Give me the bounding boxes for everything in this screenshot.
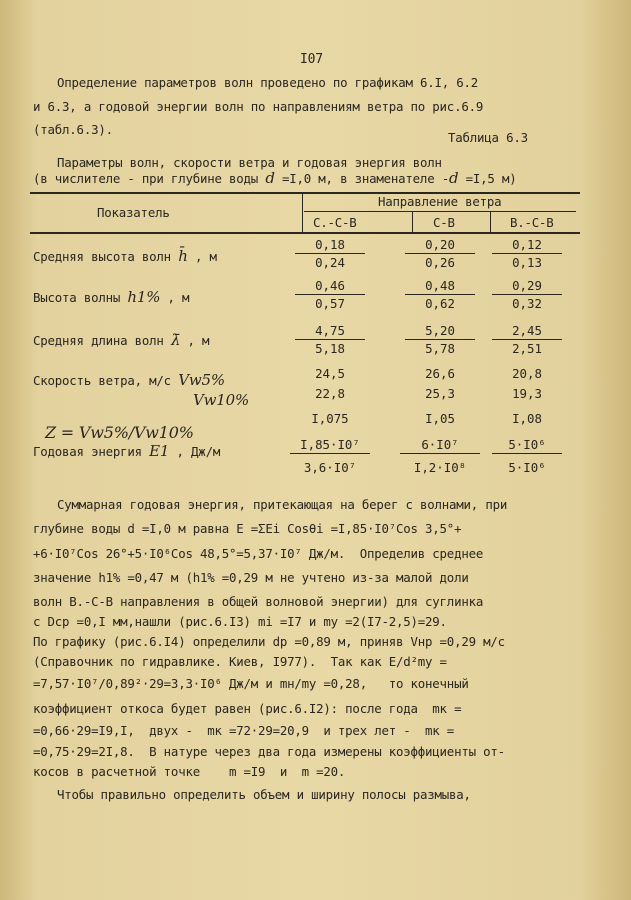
wind-v1-c3: 20,8 [512, 366, 542, 381]
wind-v2-c3: 19,3 [512, 386, 542, 401]
wind-v1-c2: 26,6 [425, 366, 455, 381]
wind-symbol-1: Vw5% [178, 371, 225, 389]
table-title-2 [33, 171, 516, 186]
body-line-1: Суммарная годовая энергия, притекающая на берег с волнами, при [57, 497, 508, 512]
row-3-symbol: λ̄ [170, 331, 181, 349]
energy-unit: , Дж/м [176, 444, 221, 459]
row-3-c2: $\frac{5,20}{5,78}$ [405, 323, 475, 356]
z-c1: I,075 [311, 411, 349, 426]
z-c2: I,05 [425, 411, 455, 426]
header-bottom-rule [30, 232, 580, 234]
table-title-2c: =I,5 м) [465, 171, 517, 186]
row-1-symbol: h̄ [178, 247, 188, 265]
row-3-text: Средняя длина волн [33, 333, 164, 348]
row-3-unit: , м [187, 333, 210, 348]
energy-text: Годовая энергия [33, 444, 142, 459]
header-col-2: С-В [433, 215, 455, 230]
row-1-c2: $\frac{0,20}{0,26}$ [405, 237, 475, 270]
body-line-7: По графику (рис.6.I4) определили dp =0,89 м, приняв Vнр =0,29 м/с [33, 634, 505, 649]
wind-symbol-2: Vw10% [193, 391, 250, 409]
row-2-text: Высота волны [33, 290, 121, 305]
row-1-unit: , м [194, 249, 217, 264]
row-2-symbol: h1% [127, 288, 161, 306]
body-line-9: =7,57·I0⁷/0,89²·29=3,3·I0⁶ Дж/м и mн/my =0,28, то конечный [33, 676, 469, 691]
z-formula: Z = Vw5%/Vw10% [45, 423, 194, 442]
header-direction: Направление ветра [378, 194, 502, 209]
header-col-3: В.-С-В [510, 215, 554, 230]
row-2-label [33, 290, 189, 305]
wind-label [33, 373, 225, 388]
row-2-c1: $\frac{0,46}{0,57}$ [295, 278, 365, 311]
body-line-2: глубине воды d =I,0 м равна E =ΣEi Cosθi =I,85·I0⁷Cos 3,5°+ [33, 521, 462, 536]
body-line-4: значение h1% =0,47 м (h1% =0,29 м не учтено из-за малой доли [33, 570, 469, 585]
page-number: I07 [300, 52, 323, 67]
header-indicator: Показатель [97, 205, 170, 220]
energy-c3: $\frac{\text{5·I0⁶}}{\text{5·I0⁶}}$ [492, 437, 562, 475]
row-2-c3: $\frac{0,29}{0,32}$ [492, 278, 562, 311]
header-divider-2 [412, 212, 413, 233]
body-line-11: =0,66·29=I9,I, двух - mк =72·29=20,9 и трех лет - mк = [33, 723, 455, 738]
z-c3: I,08 [512, 411, 542, 426]
energy-c2: $\frac{\text{6·I0⁷}}{\text{I,2·I0⁸}}$ [400, 437, 480, 475]
body-line-6: с Dср =0,I мм,нашли (рис.6.I3) mi =I7 и my =2(I7-2,5)=29. [33, 614, 447, 629]
body-line-12: =0,75·29=2I,8. В натуре через два года измерены коэффициенты от- [33, 744, 505, 759]
intro-line-3: (табл.6.3). [33, 122, 113, 137]
depth-symbol-2: d [448, 169, 459, 187]
table-title-2a: (в числителе - при глубине воды [33, 171, 259, 186]
intro-line-1: Определение параметров волн проведено по графикам 6.I, 6.2 [57, 75, 479, 90]
body-line-3: +6·I0⁷Cos 26°+5·I0⁶Cos 48,5°=5,37·I0⁷ Дж/м. Определив среднее [33, 546, 484, 561]
last-line: Чтобы правильно определить объем и ширину полосы размыва, [57, 787, 471, 802]
body-line-5: волн В.-С-В направления в общей волновой энергии) для суглинка [33, 594, 484, 609]
row-1-c3: $\frac{0,12}{0,13}$ [492, 237, 562, 270]
header-sub-rule [304, 211, 576, 212]
wind-v2-c2: 25,3 [425, 386, 455, 401]
table-label: Таблица 6.3 [448, 130, 528, 145]
row-3-label [33, 333, 209, 348]
intro-line-2: и 6.3, а годовой энергии волн по направлениям ветра по рис.6.9 [33, 99, 484, 114]
row-3-c3: $\frac{2,45}{2,51}$ [492, 323, 562, 356]
table-title-2b: =I,0 м, в знаменателе - [282, 171, 449, 186]
header-divider-3 [490, 212, 491, 233]
header-col-1: С.-С-В [313, 215, 357, 230]
energy-c1: $\frac{\text{I,85·I0⁷}}{\text{3,6·I0⁷}}$ [290, 437, 370, 475]
energy-label [33, 444, 220, 459]
body-line-10: коэффициент откоса будет равен (рис.6.I2): после года mк = [33, 701, 462, 716]
row-1-c1: $\frac{0,18}{0,24}$ [295, 237, 365, 270]
row-2-c2: $\frac{0,48}{0,62}$ [405, 278, 475, 311]
row-1-label [33, 249, 217, 264]
row-3-c1: $\frac{4,75}{5,18}$ [295, 323, 365, 356]
body-line-8: (Справочник по гидравлике. Киев, I977). Так как E/d²my = [33, 654, 447, 669]
body-line-13: косов в расчетной точке m =I9 и m =20. [33, 764, 346, 779]
depth-symbol: d [265, 169, 275, 187]
wind-v1-c1: 24,5 [315, 366, 345, 381]
energy-symbol: E1 [149, 442, 170, 460]
wind-text: Скорость ветра, м/с [33, 373, 171, 388]
header-divider-1 [302, 193, 303, 233]
row-2-unit: , м [167, 290, 190, 305]
table-title-1: Параметры волн, скорости ветра и годовая энергия волн [57, 155, 442, 170]
wind-v2-c1: 22,8 [315, 386, 345, 401]
row-1-text: Средняя высота волн [33, 249, 171, 264]
